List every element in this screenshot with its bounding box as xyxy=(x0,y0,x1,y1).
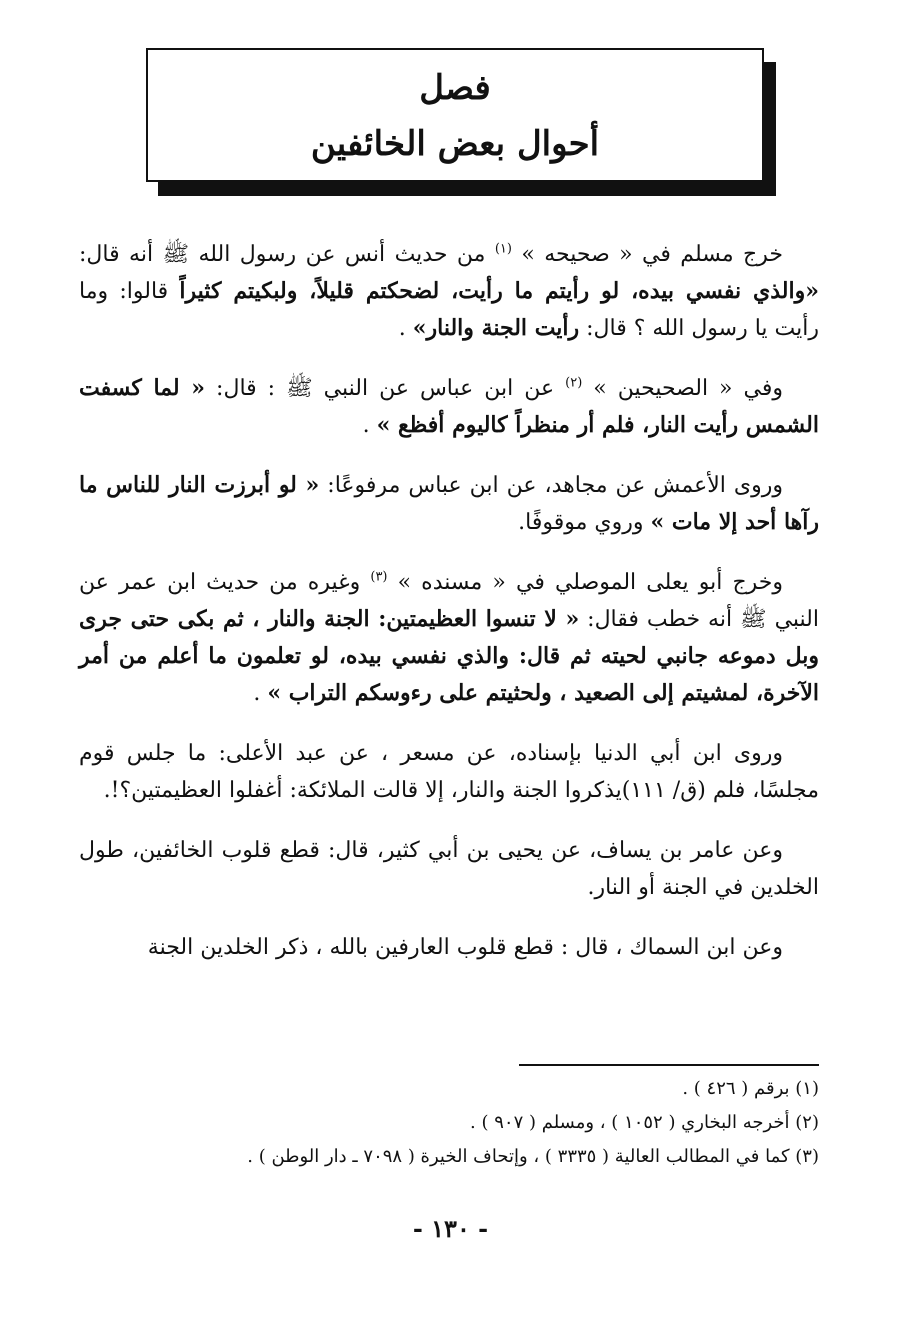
text-run: وغيره من حديث ابن عمر عن النبي ﷺ أنه خطب فقال: xyxy=(79,570,819,632)
footnote-ref: (٣) xyxy=(370,569,388,585)
hadith-quote: «والذي نفسي بيده، لو رأيتم ما رأيت، لضحكتم قليلاً، ولبكيتم كثيراً xyxy=(179,278,819,304)
text-run: خرج مسلم في « صحيحه » xyxy=(511,242,783,267)
chapter-title-box xyxy=(146,48,776,196)
paragraph-1 xyxy=(79,236,819,347)
text-run: قالوا: وما رأيت يا رسول الله ؟ قال: xyxy=(79,279,819,341)
chapter-title: أحوال بعض الخائفين xyxy=(310,124,600,164)
text-run: . xyxy=(362,413,377,438)
text-run: وروى ابن أبي الدنيا بإسناده، عن مسعر ، عن عبد الأعلى: ما جلس قوم مجلسًا، فلم (ق/ ١١١)يذكروا الجنة والنار، إلا قالت الملائكة: أغفلوا العظيمتين؟!. xyxy=(79,741,819,803)
text-run: وخرج أبو يعلى الموصلي في « مسنده » xyxy=(387,570,784,595)
paragraph-5 xyxy=(79,735,819,809)
page-number: - ١٣٠ - xyxy=(412,1214,489,1243)
text-run: . xyxy=(398,316,413,341)
body-text xyxy=(79,236,819,989)
text-run: وعن عامر بن يساف، عن يحيى بن أبي كثير، قال: قطع قلوب الخائفين، طول الخلدين في الجنة أو النار. xyxy=(79,838,819,900)
title-box-frame xyxy=(146,48,764,182)
text-run: عن ابن عباس عن النبي ﷺ : قال: xyxy=(205,376,566,401)
footnote-1: (١) برقم ( ٤٢٦ ) . xyxy=(682,1078,819,1099)
footnote-ref: (١) xyxy=(494,241,512,257)
footnotes xyxy=(79,1072,819,1174)
text-run: وعن ابن السماك ، قال : قطع قلوب العارفين بالله ، ذكر الخلدين الجنة xyxy=(147,935,783,960)
paragraph-7 xyxy=(79,929,819,966)
paragraph-4 xyxy=(79,564,819,712)
hadith-quote: « لا تنسوا العظيمتين: الجنة والنار ، ثم بكى حتى جرى وبل دموعه جانبي لحيته ثم قال: والذي نفسي بيده، لو تعلمون ما أعلم من أمر الآخرة، لمشيتم إلى الصعيد ، ولحثيتم على رءوسكم التراب » xyxy=(79,606,819,706)
paragraph-6 xyxy=(79,832,819,906)
hadith-quote: « لما كسفت الشمس رأيت النار، فلم أر منظراً كاليوم أفظع » xyxy=(79,375,819,438)
footnote-ref: (٢) xyxy=(565,375,583,391)
hadith-quote: رأيت الجنة والنار» xyxy=(412,315,580,341)
paragraph-3 xyxy=(79,467,819,541)
footnote-2: (٢) أخرجه البخاري ( ١٠٥٢ ) ، ومسلم ( ٩٠٧ ) . xyxy=(470,1112,819,1133)
hadith-quote: « لو أبرزت النار للناس ما رآها أحد إلا مات » xyxy=(79,472,819,535)
chapter-label: فصل xyxy=(419,68,491,108)
text-run: وروى الأعمش عن مجاهد، عن ابن عباس مرفوعًا: xyxy=(319,473,783,498)
paragraph-2 xyxy=(79,370,819,444)
footnote-divider xyxy=(519,1064,819,1066)
text-run: وفي « الصحيحين » xyxy=(582,376,783,401)
footnote-3: (٣) كما في المطالب العالية ( ٣٣٣٥ ) ، وإتحاف الخيرة ( ٧٠٩٨ ـ دار الوطن ) . xyxy=(247,1146,819,1167)
text-run: من حديث أنس عن رسول الله ﷺ أنه قال: xyxy=(79,242,495,267)
text-run: وروي موقوفًا. xyxy=(518,510,651,535)
text-run: . xyxy=(253,681,268,706)
